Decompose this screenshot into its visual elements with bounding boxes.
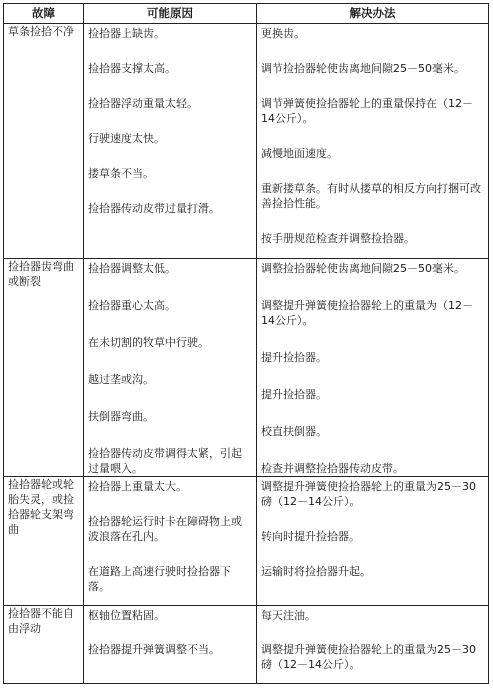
cause-item: 捡拾器调整太低。: [88, 262, 176, 275]
table-row: [4, 606, 489, 684]
solution-cell: [257, 259, 489, 477]
cause-item: 扶倒器弯曲。: [88, 410, 154, 423]
solution-item: 校直扶倒器。: [261, 425, 327, 438]
header-solution: 解决办法: [257, 4, 489, 24]
solution-item: 每天注油。: [261, 609, 316, 622]
cause-cell: [84, 606, 257, 684]
solution-item: 调节捡拾器轮使齿离地间隙25－50毫米。: [261, 62, 465, 75]
solution-item: 调整提升弹簧使捡拾器轮上的重量为（12－14公斤）。: [261, 299, 473, 327]
cause-cell: [84, 477, 257, 606]
solution-cell: [257, 24, 489, 259]
cause-item: 在道路上高速行驶时捡拾器下落。: [88, 565, 231, 593]
solution-item: 调整捡拾器轮使齿离地间隙25－50毫米。: [261, 262, 465, 275]
cause-item: 捡拾器传动皮带过量打滑。: [88, 202, 220, 215]
cause-cell: [84, 259, 257, 477]
cause-item: 捡拾器支撑太高。: [88, 62, 176, 75]
cause-item: 捡拾器浮动重量太轻。: [88, 97, 198, 110]
cause-item: 捡拾器上缺齿。: [88, 27, 165, 40]
cause-item: 在未切割的牧草中行驶。: [88, 336, 209, 349]
solution-item: 检查并调整捡拾器传动皮带。: [261, 462, 404, 475]
cause-item: 枢轴位置粘固。: [88, 609, 165, 622]
solution-item: 提升捡拾器。: [261, 351, 327, 364]
troubleshooting-table: [3, 3, 489, 684]
cause-item: 捡拾器上重量太大。: [88, 480, 187, 493]
header-row: [4, 4, 489, 24]
fault-cell: 捡拾器不能自由浮动: [4, 606, 84, 684]
solution-item: 重新搂草条。有时从搂草的相反方向打捆可改善捡拾性能。: [261, 182, 481, 210]
solution-item: 更换齿。: [261, 27, 305, 40]
cause-item: 捡拾器传动皮带调得太紧，引起过量喂入。: [88, 447, 242, 475]
solution-item: 按手册规范检查并调整捡拾器。: [261, 232, 415, 245]
solution-item: 调整提升弹簧使捡拾器轮上的重量为25－30磅（12－14公斤）。: [261, 480, 476, 508]
cause-item: 捡拾器提升弹簧调整不当。: [88, 643, 220, 656]
cause-item: 捡拾器轮运行时卡在障碍物上或波浪落在孔内。: [88, 515, 242, 543]
solution-item: 减慢地面速度。: [261, 147, 338, 160]
solution-item: 运输时将捡拾器升起。: [261, 565, 371, 578]
cause-cell: [84, 24, 257, 259]
fault-cell: 捡拾器齿弯曲或断裂: [4, 259, 84, 477]
header-fault: 故障: [4, 4, 84, 24]
solution-cell: [257, 477, 489, 606]
cause-item: 捡拾器重心太高。: [88, 299, 176, 312]
cause-item: 搂草条不当。: [88, 167, 154, 180]
solution-item: 调节弹簧使捡拾器轮上的重量保持在（12－14公斤）。: [261, 97, 473, 125]
solution-item: 转向时提升捡拾器。: [261, 530, 360, 543]
fault-cell: 草条捡拾不净: [4, 24, 84, 259]
solution-cell: [257, 606, 489, 684]
cause-item: 越过垄或沟。: [88, 373, 154, 386]
table-row: [4, 477, 489, 606]
table-row: [4, 259, 489, 477]
header-cause: 可能原因: [84, 4, 257, 24]
solution-item: 提升捡拾器。: [261, 388, 327, 401]
fault-cell: 捡拾器轮或轮胎失灵，或捡拾器轮支架弯曲: [4, 477, 84, 606]
cause-item: 行驶速度太快。: [88, 132, 165, 145]
solution-item: 调整提升弹簧使捡拾器轮上的重量为25－30磅（12－14公斤）。: [261, 643, 476, 671]
table-row: [4, 24, 489, 259]
